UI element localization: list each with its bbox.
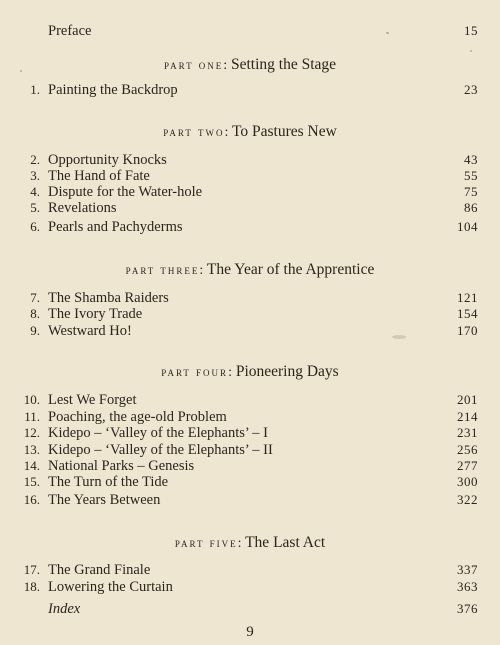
- chapter-number: 9.: [30, 323, 40, 338]
- chapter-title: Dispute for the Water-hole: [48, 184, 203, 200]
- chapter-number: 8.: [30, 306, 40, 321]
- chapter-title: Painting the Backdrop: [48, 82, 178, 98]
- part-five-heading: [0, 533, 500, 554]
- paper-speck: [470, 50, 472, 52]
- chapter-entry: [0, 391, 500, 409]
- part-subtitle: Setting the Stage: [230, 56, 337, 73]
- part-subtitle: Pioneering Days: [235, 363, 339, 380]
- chapter-page: 23: [464, 82, 478, 97]
- chapter-title: The Turn of the Tide: [48, 474, 169, 490]
- chapter-entry: [0, 424, 500, 442]
- chapter-page: 86: [464, 200, 478, 215]
- chapter-title: The Shamba Raiders: [48, 290, 169, 306]
- chapter-title: Westward Ho!: [48, 323, 132, 339]
- paper-speck: [392, 335, 406, 339]
- chapter-number: 11.: [24, 409, 40, 424]
- chapter-number: 10.: [23, 392, 40, 407]
- part-separator: :: [224, 125, 229, 140]
- chapter-number: 2.: [30, 152, 40, 167]
- chapter-entry: [0, 473, 500, 491]
- part-separator: :: [223, 58, 228, 73]
- part-one-heading: [0, 55, 500, 76]
- chapter-number: 7.: [30, 290, 40, 305]
- chapter-page: 337: [457, 562, 478, 577]
- chapter-page: 121: [457, 290, 478, 305]
- preface-entry: [0, 22, 500, 40]
- page-folio: 9: [246, 624, 254, 640]
- part-label: part two: [163, 125, 225, 139]
- chapter-entry: [0, 199, 500, 217]
- part-two-heading: [0, 122, 500, 143]
- chapter-title: Opportunity Knocks: [48, 152, 167, 168]
- chapter-entry: [0, 322, 500, 340]
- chapter-number: 4.: [30, 184, 40, 199]
- chapter-number: 17.: [23, 562, 40, 577]
- chapter-title: Poaching, the age-old Problem: [48, 409, 227, 425]
- chapter-entry: [0, 578, 500, 596]
- chapter-title: Revelations: [48, 200, 117, 216]
- part-three-heading: [0, 260, 500, 281]
- chapter-entry: [0, 305, 500, 323]
- part-label: part three: [125, 263, 200, 277]
- chapter-page: 322: [457, 492, 478, 507]
- chapter-title: Lowering the Curtain: [48, 579, 173, 595]
- index-title: Index: [48, 601, 81, 617]
- chapter-entry: [0, 491, 500, 509]
- chapter-entry: [0, 81, 500, 99]
- part-label: part four: [161, 365, 229, 379]
- chapter-number: 16.: [23, 492, 40, 507]
- chapter-entry: [0, 561, 500, 579]
- index-entry: [0, 600, 500, 618]
- chapter-page: 43: [464, 152, 478, 167]
- chapter-page: 170: [457, 323, 478, 338]
- part-subtitle: The Year of the Apprentice: [206, 261, 375, 278]
- part-separator: :: [228, 365, 232, 380]
- part-label: part one: [163, 58, 224, 72]
- chapter-page: 154: [457, 306, 478, 321]
- chapter-number: 14.: [23, 458, 40, 473]
- chapter-page: 363: [457, 579, 478, 594]
- chapter-number: 18.: [23, 579, 40, 594]
- part-label: part five: [174, 536, 238, 550]
- part-subtitle: The Last Act: [245, 534, 326, 551]
- part-subtitle: To Pastures New: [231, 123, 337, 140]
- part-separator: :: [237, 536, 242, 551]
- chapter-number: 6.: [30, 219, 40, 234]
- chapter-title: The Ivory Trade: [48, 306, 143, 322]
- chapter-number: 12.: [23, 425, 40, 440]
- chapter-number: 13.: [23, 442, 40, 457]
- chapter-title: Pearls and Pachyderms: [48, 219, 183, 235]
- chapter-entry: [0, 218, 500, 236]
- part-separator: :: [199, 263, 204, 278]
- chapter-page: 75: [464, 184, 478, 199]
- chapter-page: 277: [457, 458, 478, 473]
- chapter-page: 256: [457, 442, 478, 457]
- preface-title: Preface: [48, 23, 92, 39]
- preface-page: 15: [464, 23, 478, 38]
- paper-speck: [386, 32, 389, 34]
- chapter-page: 55: [464, 168, 478, 183]
- chapter-title: Kidepo – ‘Valley of the Elephants’ – II: [48, 442, 273, 458]
- chapter-title: The Hand of Fate: [48, 168, 150, 184]
- chapter-page: 201: [457, 392, 478, 407]
- chapter-page: 300: [457, 474, 478, 489]
- chapter-number: 1.: [30, 82, 40, 97]
- chapter-title: National Parks – Genesis: [48, 458, 195, 474]
- chapter-number: 5.: [30, 200, 40, 215]
- chapter-title: Lest We Forget: [48, 392, 137, 408]
- chapter-title: The Years Between: [48, 492, 161, 508]
- chapter-page: 231: [457, 425, 478, 440]
- chapter-page: 214: [457, 409, 478, 424]
- chapter-title: Kidepo – ‘Valley of the Elephants’ – I: [48, 425, 268, 441]
- index-page: 376: [457, 601, 478, 616]
- paper-speck: [20, 70, 22, 72]
- chapter-number: 15.: [23, 474, 40, 489]
- chapter-number: 3.: [30, 168, 40, 183]
- part-four-heading: [0, 362, 500, 383]
- chapter-title: The Grand Finale: [48, 562, 151, 578]
- chapter-page: 104: [457, 219, 478, 234]
